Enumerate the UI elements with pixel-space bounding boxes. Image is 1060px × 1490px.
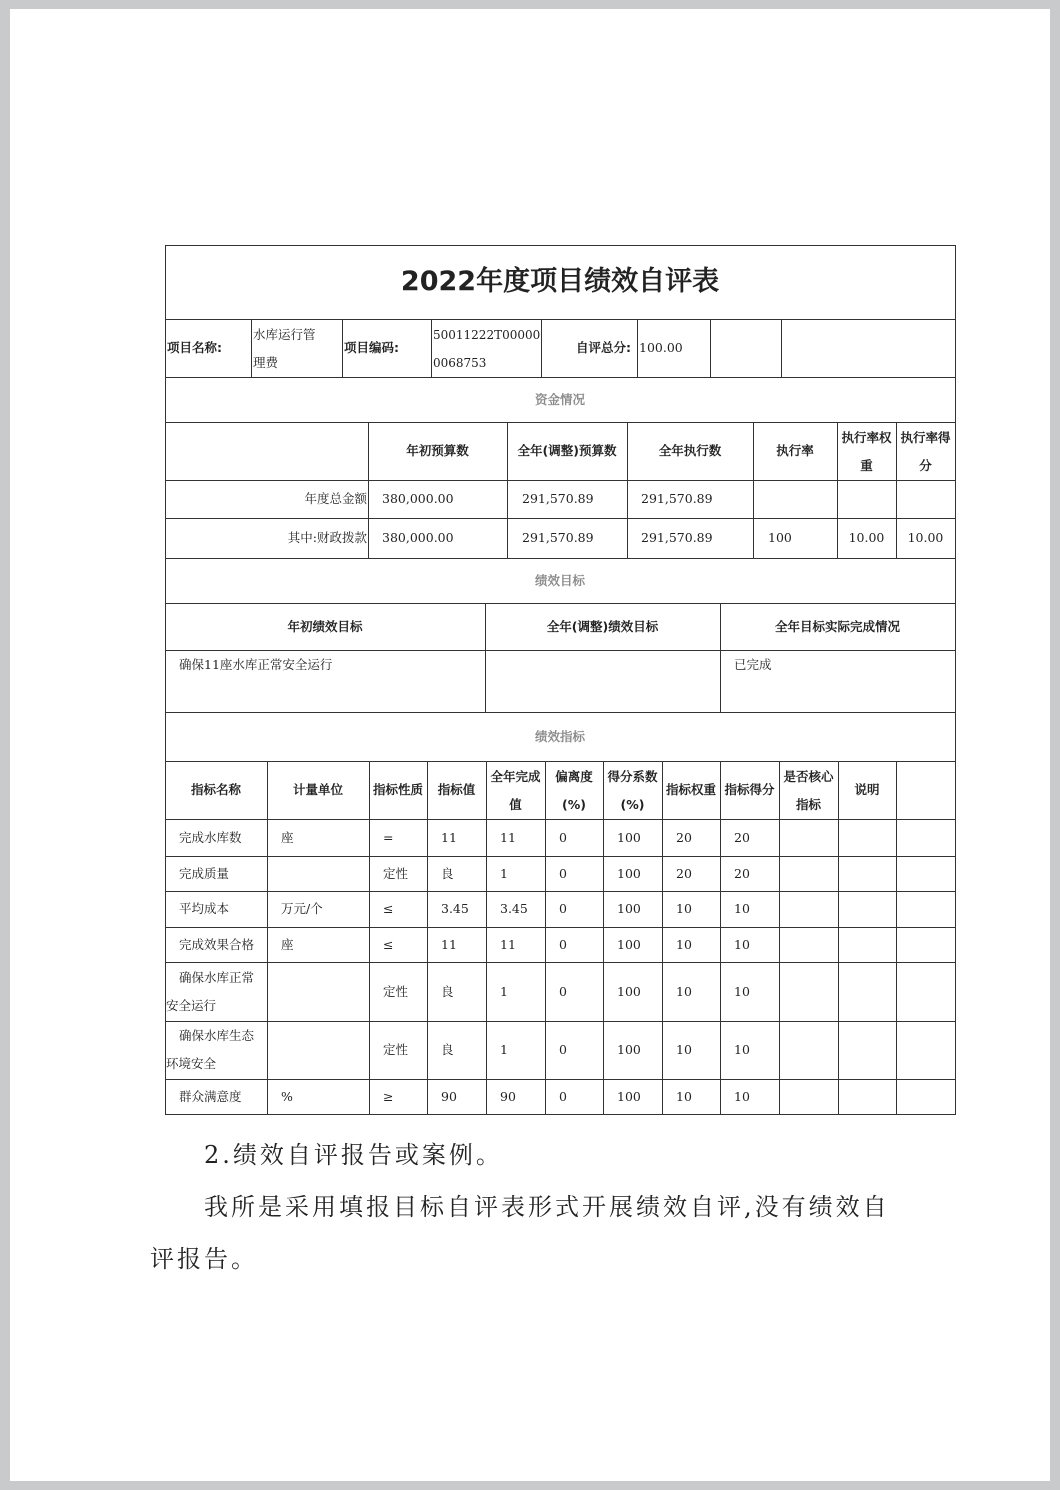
ind-row-2-unit [281,856,355,891]
ind-header-completed-line-2: 值 [509,797,522,812]
funds-row-2-executed: 291,570.89 [641,530,713,545]
ind-row-1-name: 完成水库数 [179,830,242,845]
ind-row-4-score: 10 [734,937,750,952]
ind-row-1-value: 11 [441,830,457,845]
table-rule [342,319,343,378]
ind-row-6-deviation: 0 [559,1042,567,1057]
ind-header-deviation-line-2: (%) [562,797,586,812]
funds-row-1-initial: 380,000.00 [382,491,454,506]
project-code-label: 项目编码: [344,340,399,355]
project-name-value-line-2: 理费 [253,355,279,370]
ind-header-completed-line-1: 全年完成 [490,769,541,784]
ind-header-coef-line-1: 得分系数 [607,769,658,784]
table-rule [955,245,956,1115]
ind-row-2-nature: 定性 [383,866,409,881]
ind-row-6-coef: 100 [617,1042,641,1057]
ind-row-7-coef: 100 [617,1089,641,1104]
ind-row-6-name-line-2: 环境安全 [166,1056,217,1071]
ind-row-1-unit: 座 [281,830,294,845]
ind-header-unit: 计量单位 [292,782,343,797]
ind-header-deviation-line-1: 偏离度 [555,769,593,784]
ind-row-3-unit: 万元/个 [281,901,323,916]
ind-row-6-value: 良 [441,1042,454,1057]
ind-row-4-unit: 座 [281,937,294,952]
goals-header-initial: 年初绩效目标 [287,619,363,634]
report-body-line-2: 评报告。 [150,1245,258,1273]
goal-adjusted-text [499,650,706,712]
funds-header-score-line-1: 执行率得 [900,430,951,445]
project-code-value-line-1: 50011222T00000 [433,328,541,342]
report-heading: 2.绩效自评报告或案例。 [204,1141,503,1169]
table-rule [165,245,166,1115]
ind-row-3-name: 平均成本 [179,901,230,916]
ind-row-7-completed: 90 [500,1089,516,1104]
total-score-label: 自评总分: [576,340,631,355]
funds-row-1-adjusted: 291,570.89 [522,491,594,506]
goal-actual-text: 已完成 [734,657,772,672]
ind-row-5-completed: 1 [500,984,508,999]
table-rule [251,319,252,378]
ind-row-2-weight: 20 [676,866,692,881]
ind-row-6-nature: 定性 [383,1042,409,1057]
ind-row-5-coef: 100 [617,984,641,999]
funds-row-2-label: 其中:财政拨款 [287,530,367,545]
ind-row-4-deviation: 0 [559,937,567,952]
ind-row-5-score: 10 [734,984,750,999]
ind-row-6-completed: 1 [500,1042,508,1057]
ind-row-5-weight: 10 [676,984,692,999]
ind-row-2-value: 良 [441,866,454,881]
ind-row-3-weight: 10 [676,901,692,916]
ind-row-3-nature: ≤ [383,901,394,916]
table-rule [896,761,897,1115]
ind-row-7-unit: % [281,1089,293,1104]
funds-row-1-label: 年度总金额 [304,491,367,506]
funds-row-2-initial: 380,000.00 [382,530,454,545]
ind-row-4-name: 完成效果合格 [179,937,255,952]
ind-row-4-nature: ≤ [383,937,394,952]
ind-header-core-line-2: 指标 [795,797,821,812]
report-body-line-1: 我所是采用填报目标自评表形式开展绩效自评,没有绩效自 [204,1193,890,1221]
ind-row-3-completed: 3.45 [500,901,528,916]
ind-header-weight: 指标权重 [665,782,716,797]
funds-row-1-rate [768,480,822,518]
ind-row-2-completed: 1 [500,866,508,881]
ind-row-5-name-line-2: 安全运行 [166,997,217,1013]
section-goals-title: 绩效目标 [534,573,585,588]
ind-row-2-deviation: 0 [559,866,567,881]
ind-row-7-nature: ≥ [383,1089,394,1104]
funds-header-weight-line-1: 执行率权 [841,430,892,445]
goals-header-adjusted: 全年(调整)绩效目标 [546,619,659,634]
ind-row-4-completed: 11 [500,937,516,952]
ind-header-value: 指标值 [437,782,476,797]
ind-row-7-weight: 10 [676,1089,692,1104]
table-rule [431,319,432,378]
table-rule [541,319,542,378]
ind-row-5-value: 良 [441,984,454,999]
ind-row-1-completed: 11 [500,830,516,845]
funds-header-initial: 年初预算数 [406,443,469,458]
ind-header-note: 说明 [854,782,880,797]
ind-row-5-deviation: 0 [559,984,567,999]
goal-initial-text: 确保11座水库正常安全运行 [179,657,333,672]
ind-row-1-score: 20 [734,830,750,845]
project-name-value-line-1: 水库运行管 [253,327,316,342]
funds-header-executed: 全年执行数 [658,443,722,458]
ind-header-coef-line-2: (%) [620,797,645,812]
ind-row-7-value: 90 [441,1089,457,1104]
ind-row-4-value: 11 [441,937,457,952]
ind-row-3-coef: 100 [617,901,641,916]
document-page [10,9,1050,1481]
ind-row-3-score: 10 [734,901,750,916]
ind-row-7-name: 群众满意度 [179,1089,242,1104]
funds-header-adjusted: 全年(调整)预算数 [517,443,617,458]
ind-row-3-deviation: 0 [559,901,567,916]
ind-row-1-nature: = [383,830,394,845]
funds-row-1-weight [837,480,896,518]
ind-row-7-deviation: 0 [559,1089,567,1104]
funds-header-score-line-2: 分 [919,458,932,473]
table-rule [710,319,711,378]
ind-row-6-weight: 10 [676,1042,692,1057]
ind-row-1-weight: 20 [676,830,692,845]
ind-row-5-nature: 定性 [383,984,409,999]
ind-header-score: 指标得分 [724,782,775,797]
ind-row-1-coef: 100 [617,830,641,845]
section-funds-title: 资金情况 [534,392,585,407]
section-indicators-title: 绩效指标 [534,729,585,744]
funds-row-2-rate: 100 [768,530,792,545]
table-title: 2022年度项目绩效自评表 [400,266,720,297]
ind-header-name: 指标名称 [190,782,241,797]
ind-row-6-name-line-1: 确保水库生态 [179,1028,255,1043]
ind-row-5-name-line-1: 确保水库正常 [179,969,255,985]
ind-header-nature: 指标性质 [372,782,423,797]
ind-row-2-name: 完成质量 [179,866,230,881]
funds-row-1-score [896,480,955,518]
ind-row-6-unit [281,1021,355,1079]
funds-row-2-score: 10.00 [907,530,944,545]
ind-header-core-line-1: 是否核心 [783,769,834,784]
funds-row-2-weight: 10.00 [848,530,885,545]
ind-row-4-weight: 10 [676,937,692,952]
project-code-value-line-2: 0068753 [433,356,487,370]
table-rule [781,319,782,378]
ind-row-2-coef: 100 [617,866,641,881]
funds-row-2-adjusted: 291,570.89 [522,530,594,545]
ind-row-1-deviation: 0 [559,830,567,845]
funds-header-weight-line-2: 重 [860,458,873,473]
ind-row-5-unit [281,962,355,1021]
ind-row-7-score: 10 [734,1089,750,1104]
goals-header-actual: 全年目标实际完成情况 [774,619,900,634]
ind-row-3-value: 3.45 [441,901,469,916]
ind-row-2-score: 20 [734,866,750,881]
project-name-label: 项目名称: [167,340,222,355]
table-rule [637,319,638,378]
funds-row-1-executed: 291,570.89 [641,491,713,506]
ind-row-6-score: 10 [734,1042,750,1057]
total-score-value: 100.00 [639,340,683,355]
funds-header-rate: 执行率 [776,443,814,458]
ind-row-4-coef: 100 [617,937,641,952]
